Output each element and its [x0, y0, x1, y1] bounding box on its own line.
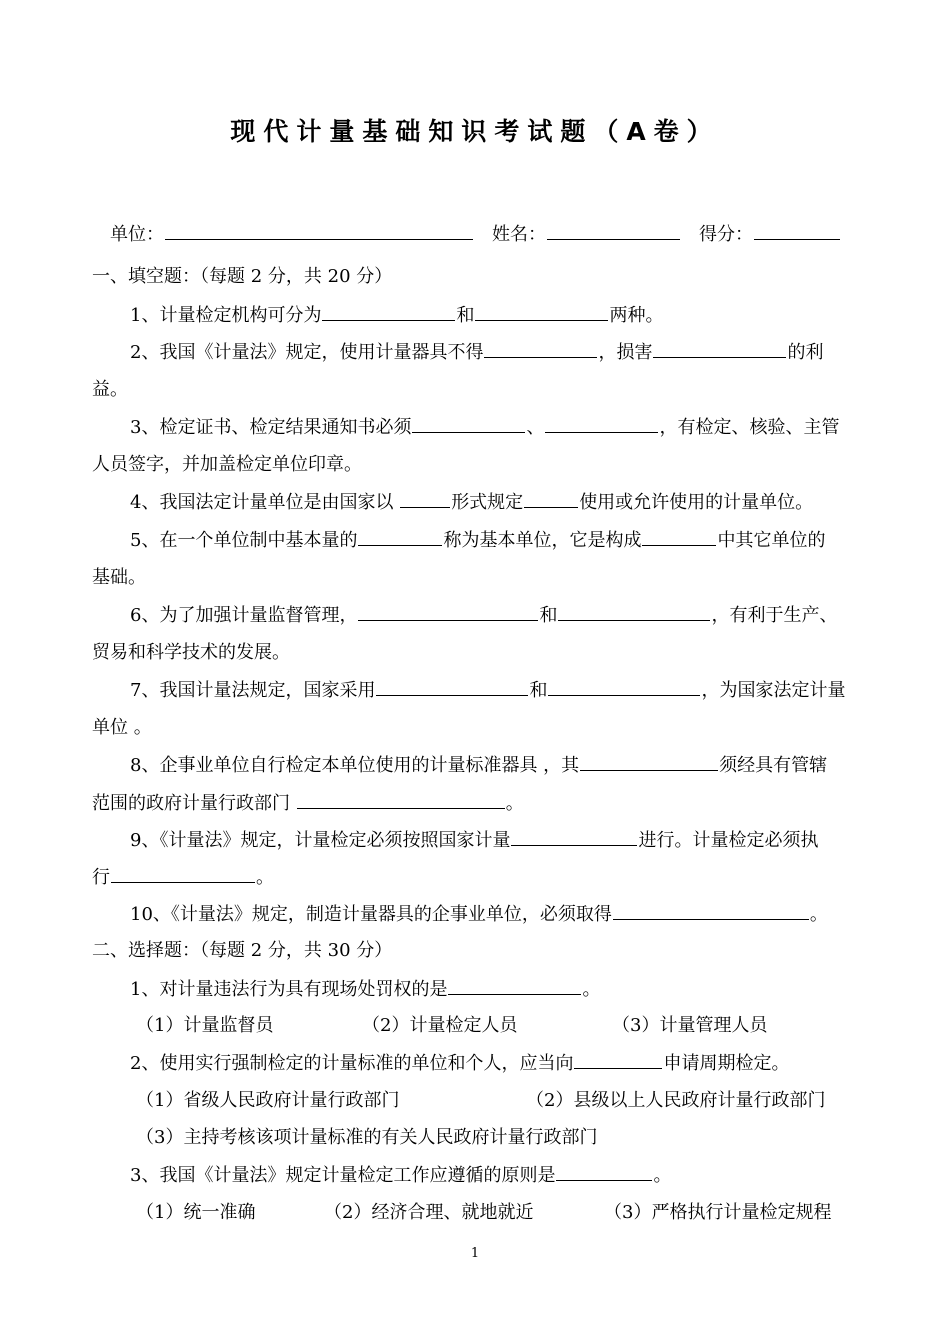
question-1: 1、计量检定机构可分为 和 两种。 [130, 302, 900, 329]
page-title: 现代计量基础知识考试题（A卷） [230, 117, 720, 146]
question-6-cont: 贸易和科学技术的发展。 [92, 642, 290, 663]
option-2[interactable]: （2）计量检定人员 [362, 1015, 518, 1036]
answer-blank[interactable] [558, 602, 710, 621]
question-9: 9、《计量法》规定，计量检定必须按照国家计量 进行。计量检定必须执 [130, 827, 900, 854]
question-3: 3、检定证书、检定结果通知书必须 、 ，有检定、核验、主管 [130, 414, 900, 441]
answer-blank[interactable] [484, 339, 597, 358]
option-1[interactable]: （1）统一准确 [136, 1202, 256, 1223]
answer-blank[interactable] [400, 489, 450, 508]
answer-blank[interactable] [412, 414, 525, 433]
answer-blank[interactable] [475, 302, 608, 321]
choice-question-3: 3、我国《计量法》规定计量检定工作应遵循的原则是 。 [130, 1162, 900, 1189]
question-7-cont: 单位 。 [92, 717, 152, 738]
answer-blank[interactable] [111, 864, 255, 883]
question-6: 6、为了加强计量监督管理， 和 ，有利于生产、 [130, 602, 900, 629]
question-4: 4、我国法定计量单位是由国家以 形式规定 使用或允许使用的计量单位。 [130, 489, 900, 516]
question-2: 2、我国《计量法》规定，使用计量器具不得 ，损害 的利 [130, 339, 900, 366]
question-2-cont: 益。 [92, 379, 128, 400]
question-5-cont: 基础。 [92, 567, 146, 588]
answer-blank[interactable] [448, 976, 581, 995]
option-2[interactable]: （2）县级以上人民政府计量行政部门 [526, 1090, 826, 1111]
answer-blank[interactable] [524, 489, 578, 508]
choice-question-1: 1、对计量违法行为具有现场处罚权的是 。 [130, 976, 900, 1003]
option-3[interactable]: （3）严格执行计量检定规程 [604, 1202, 832, 1223]
answer-blank[interactable] [548, 677, 700, 696]
question-5: 5、在一个单位制中基本量的 称为基本单位，它是构成 中其它单位的 [130, 527, 900, 554]
answer-blank[interactable] [613, 901, 809, 920]
answer-blank[interactable] [653, 339, 786, 358]
section2-heading: 二、选择题：（每题 2 分，共 30 分） [92, 940, 393, 961]
page-number: 1 [470, 1246, 480, 1261]
answer-blank[interactable] [574, 1050, 662, 1069]
name-label: 姓名： [492, 224, 546, 245]
answer-blank[interactable] [376, 677, 528, 696]
option-2[interactable]: （2）经济合理、就地就近 [324, 1202, 534, 1223]
answer-blank[interactable] [556, 1162, 652, 1181]
answer-blank[interactable] [642, 527, 716, 546]
answer-blank[interactable] [297, 790, 505, 809]
answer-blank[interactable] [545, 414, 658, 433]
option-1[interactable]: （1）省级人民政府计量行政部门 [136, 1090, 400, 1111]
choice-question-2: 2、使用实行强制检定的计量标准的单位和个人，应当向 申请周期检定。 [130, 1050, 900, 1077]
answer-blank[interactable] [322, 302, 455, 321]
answer-blank[interactable] [358, 527, 442, 546]
name-field[interactable] [547, 221, 680, 240]
answer-blank[interactable] [580, 752, 718, 771]
section1-heading: 一、填空题：（每题 2 分，共 20 分） [92, 266, 393, 287]
unit-field[interactable] [165, 221, 473, 240]
answer-blank[interactable] [511, 827, 637, 846]
answer-blank[interactable] [358, 602, 538, 621]
question-7: 7、我国计量法规定，国家采用 和 ，为国家法定计量 [130, 677, 900, 704]
question-3-cont: 人员签字，并加盖检定单位印章。 [92, 454, 362, 475]
option-3[interactable]: （3）主持考核该项计量标准的有关人民政府计量行政部门 [136, 1127, 598, 1148]
unit-label: 单位： [110, 224, 164, 245]
question-10: 10、《计量法》规定，制造计量器具的企事业单位，必须取得 。 [130, 901, 900, 928]
question-8-cont: 范围的政府计量行政部门 。 [92, 790, 862, 817]
option-1[interactable]: （1）计量监督员 [136, 1015, 274, 1036]
option-3[interactable]: （3）计量管理人员 [612, 1015, 768, 1036]
question-9-cont: 行 。 [92, 864, 862, 891]
score-field[interactable] [754, 221, 840, 240]
question-8: 8、企事业单位自行检定本单位使用的计量标准器具 ，其 须经具有管辖 [130, 752, 900, 779]
score-label: 得分： [699, 224, 753, 245]
header-row [110, 221, 880, 248]
